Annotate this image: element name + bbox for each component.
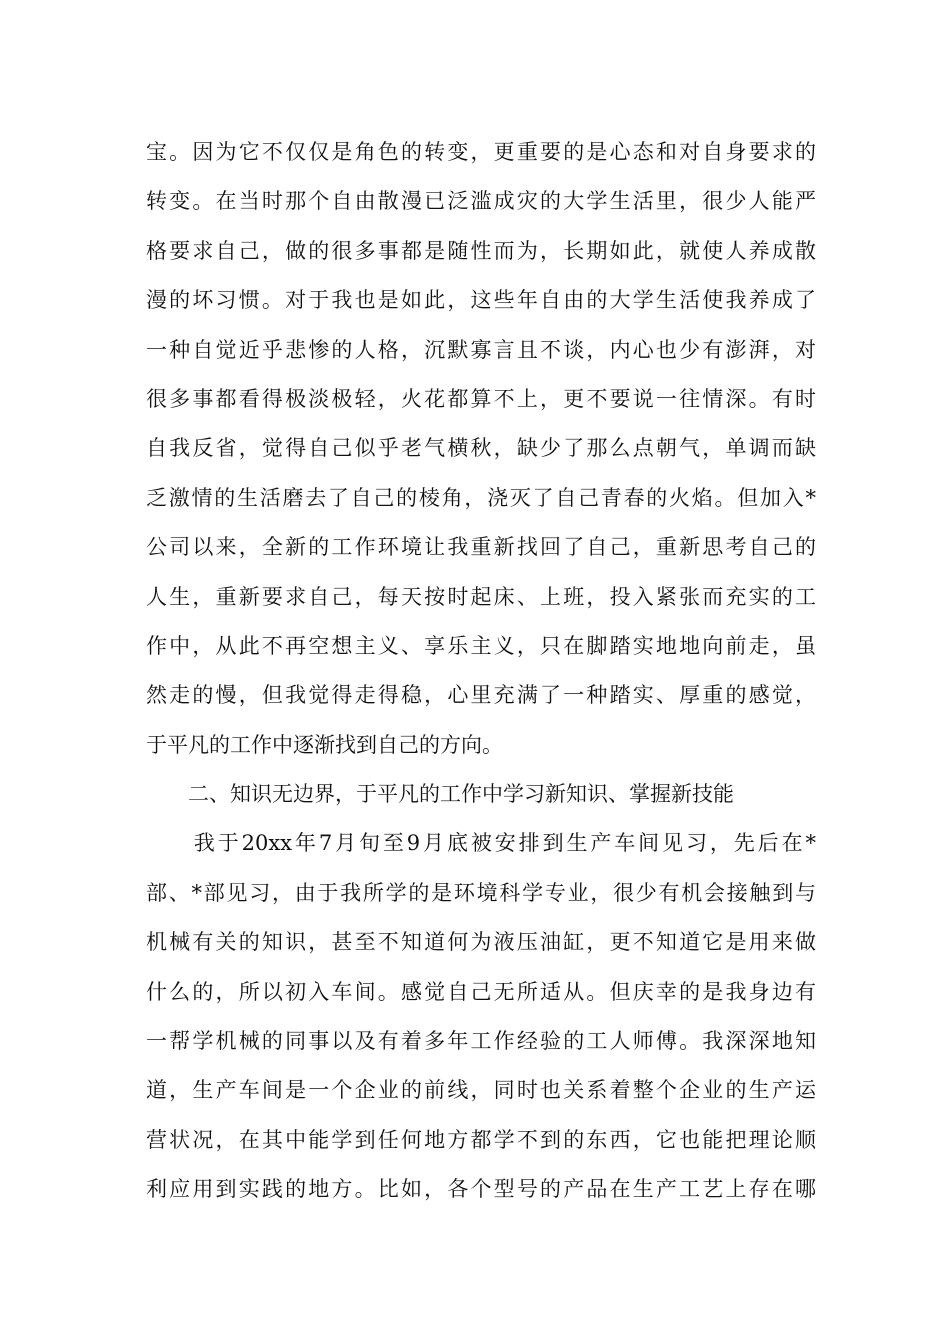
text-line: 利应用到实践的地方。比如，各个型号的产品在生产工艺上存在哪 (146, 1177, 816, 1202)
text-line: 作中，从此不再空想主义、享乐主义，只在脚踏实地地向前走，虽 (146, 633, 816, 658)
text-line: 格要求自己，做的很多事都是随性而为，长期如此，就使人养成散 (146, 238, 816, 263)
text-line: 然走的慢，但我觉得走得稳，心里充满了一种踏实、厚重的感觉， (146, 683, 816, 708)
text-line: 道，生产车间是一个企业的前线，同时也关系着整个企业的生产运 (146, 1078, 816, 1103)
text-line: 什么的，所以初入车间。感觉自己无所适从。但庆幸的是我身边有 (146, 979, 816, 1004)
paragraph-last-line: 于平凡的工作中逐渐找到自己的方向。 (146, 732, 503, 757)
text-line: 自我反省，觉得自己似乎老气横秋，缺少了那么点朝气，单调而缺 (146, 436, 816, 461)
text-line: 宝。因为它不仅仅是角色的转变，更重要的是心态和对自身要求的 (146, 140, 816, 164)
text-line: 转变。在当时那个自由散漫已泛滥成灾的大学生活里，很少人能严 (146, 189, 816, 214)
text-line: 部、*部见习，由于我所学的是环境科学专业，很少有机会接触到与 (146, 880, 816, 905)
text-line: 我于20xx年7月旬至9月底被安排到生产车间见习，先后在* (146, 831, 816, 856)
text-line: 公司以来，全新的工作环境让我重新找回了自己，重新思考自己的 (146, 535, 816, 560)
text-line: 人生，重新要求自己，每天按时起床、上班，投入紧张而充实的工 (146, 584, 816, 609)
text-line: 一种自觉近乎悲惨的人格，沉默寡言且不谈，内心也少有澎湃，对 (146, 337, 816, 362)
text-line: 漫的坏习惯。对于我也是如此，这些年自由的大学生活使我养成了 (146, 288, 816, 313)
text-line: 乏激情的生活磨去了自己的棱角，浇灭了自己青春的火焰。但加入* (146, 485, 816, 510)
text-line: 机械有关的知识，甚至不知道何为液压油缸，更不知道它是用来做 (146, 930, 816, 955)
section-heading: 二、知识无边界，于平凡的工作中学习新知识、掌握新技能 (146, 782, 734, 807)
text-line: 很多事都看得极淡极轻，火花都算不上，更不要说一往情深。有时 (146, 386, 816, 411)
text-line: 营状况，在其中能学到任何地方都学不到的东西，它也能把理论顺 (146, 1127, 816, 1152)
text-line: 一帮学机械的同事以及有着多年工作经验的工人师傅。我深深地知 (146, 1029, 816, 1054)
body-text (146, 128, 816, 1215)
